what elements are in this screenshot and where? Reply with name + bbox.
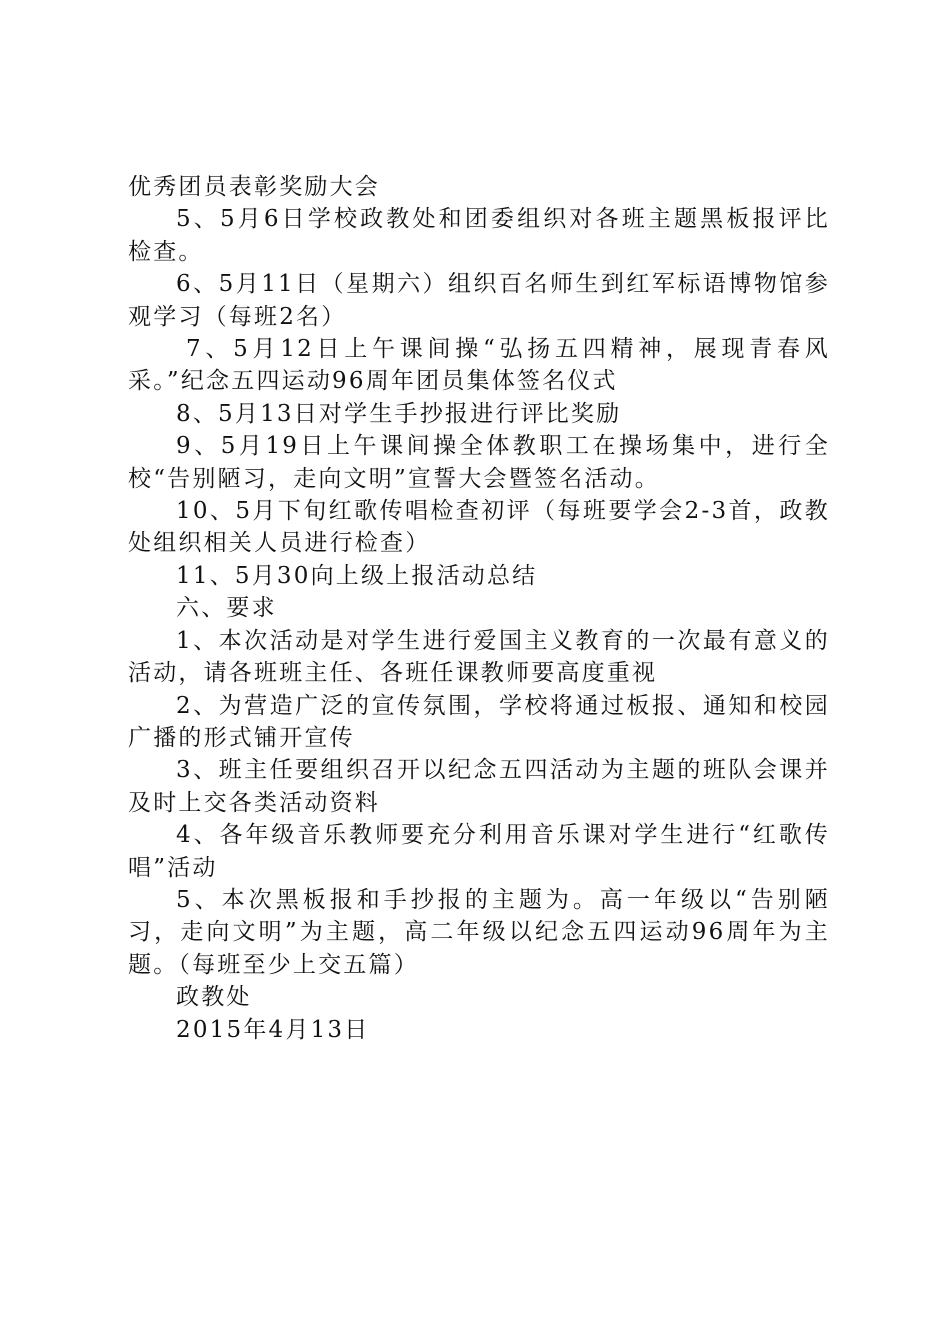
schedule-item-5: 5、5月6日学校政教处和团委组织对各班主题黑板报评比检查。 <box>128 206 830 265</box>
requirement-item-5: 5、本次黑板报和手抄报的主题为。高一年级以“告别陋习，走向文明”为主题，高二年级以纪念五四运动96周年为主题。（每班至少上交五篇） <box>128 886 830 978</box>
section-heading-requirements: 六、要求 <box>176 595 277 622</box>
schedule-item-6: 6、5月11日（星期六）组织百名师生到红军标语博物馆参观学习（每班2名） <box>128 271 830 330</box>
schedule-item-9: 9、5月19日上午课间操全体教职工在操场集中，进行全校“告别陋习，走向文明”宣誓大会暨签名活动。 <box>128 433 830 492</box>
document-body <box>128 171 830 1046</box>
schedule-item-10: 10、5月下旬红歌传唱检查初评（每班要学会2-3首，政教处组织相关人员进行检查） <box>128 498 830 557</box>
requirement-item-2: 2、为营造广泛的宣传氛围，学校将通过板报、通知和校园广播的形式铺开宣传 <box>128 692 830 751</box>
signature-date: 2015年4月13日 <box>176 1016 370 1043</box>
schedule-item-11: 11、5月30向上级上报活动总结 <box>176 562 538 589</box>
schedule-item-7: 7、5月12日上午课间操“弘扬五四精神，展现青春风采。”纪念五四运动96周年团员集体签名仪式 <box>128 336 830 395</box>
requirement-item-4: 4、各年级音乐教师要充分利用音乐课对学生进行“红歌传唱”活动 <box>128 822 830 881</box>
requirement-item-1: 1、本次活动是对学生进行爱国主义教育的一次最有意义的活动，请各班班主任、各班任课教师要高度重视 <box>128 627 830 687</box>
signature-department: 政教处 <box>176 984 252 1011</box>
paragraph-continuation: 优秀团员表彰奖励大会 <box>128 174 380 200</box>
requirement-item-3: 3、班主任要组织召开以纪念五四活动为主题的班队会课并及时上交各类活动资料 <box>128 757 830 816</box>
schedule-item-8: 8、5月13日对学生手抄报进行评比奖励 <box>176 400 622 427</box>
